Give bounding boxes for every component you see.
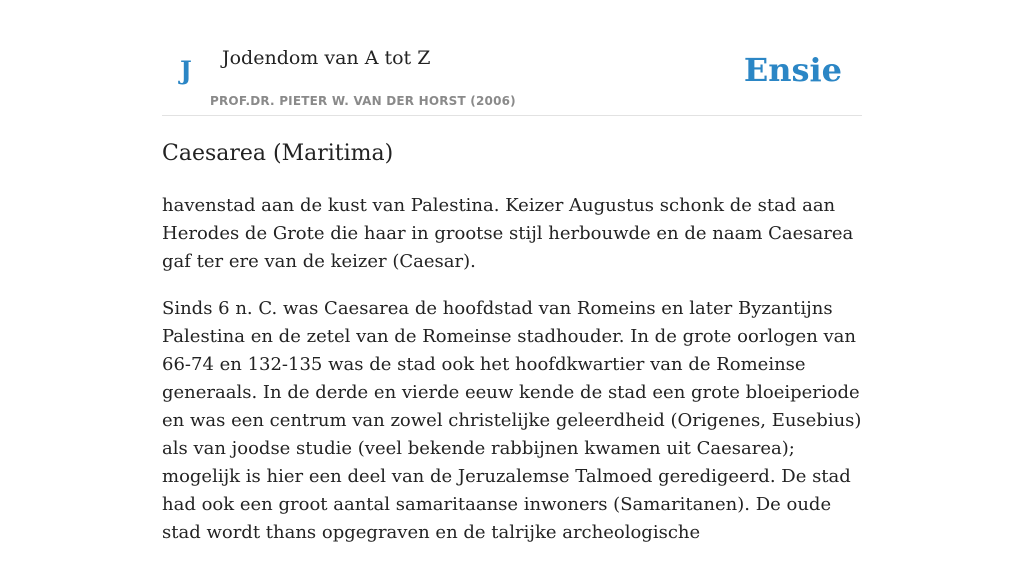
book-title-link[interactable]: Jodendom van A tot Z bbox=[222, 47, 431, 69]
entry-title: Caesarea (Maritima) bbox=[162, 141, 394, 166]
page bbox=[162, 0, 862, 543]
book-initial-icon[interactable]: J bbox=[180, 56, 192, 85]
entry-paragraph: Sinds 6 n. C. was Caesarea de hoofdstad van Romeins en later Byzantijns Palestina en de zetel van de Romeinse stadhouder. In de grote oorlogen van 66-74 en 132-135 was de stad ook het hoofdkwartier van de Romeinse generaals. In de derde en vierde eeuw kende de stad een grote bloeiperiode en was een centrum van zowel christelijke geleerdheid (Origenes, Eusebius) als van joodse studie (veel bekende rabbijnen kwamen uit Caesarea); mogelijk is hier een deel van de Jeruzalemse Talmoed geredigeerd. De stad had ook een groot aantal samaritaanse inwoners (Samaritanen). De oude stad wordt thans opgegraven en de talrijke archeologische bbox=[162, 298, 862, 543]
entry-paragraph: havenstad aan de kust van Palestina. Keizer Augustus schonk de stad aan Herodes de Grote die haar in grootse stijl herbouwde en de naam Caesarea gaf ter ere van de keizer (Caesar). bbox=[162, 195, 854, 272]
ensie-logo[interactable]: Ensie bbox=[743, 51, 842, 89]
book-author: PROF.DR. PIETER W. VAN DER HORST (2006) bbox=[210, 94, 516, 108]
entry-body bbox=[162, 192, 862, 566]
page-header bbox=[162, 0, 862, 116]
